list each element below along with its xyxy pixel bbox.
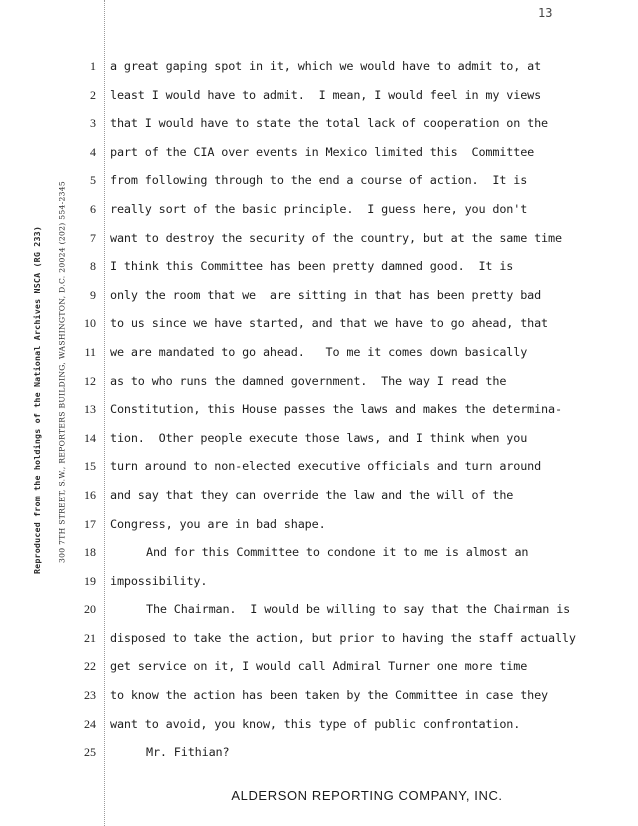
page-number: 13 bbox=[538, 6, 553, 20]
transcript-line: Mr. Fithian? bbox=[146, 745, 230, 760]
transcript-line: Congress, you are in bad shape. bbox=[110, 516, 326, 531]
line-number: 20 bbox=[84, 602, 96, 617]
transcript-line: only the room that we are sitting in that has been pretty bad bbox=[110, 287, 542, 302]
transcript-line: from following through to the end a course of action. It is bbox=[110, 173, 528, 188]
line-number: 11 bbox=[84, 344, 96, 359]
transcript-line: I think this Committee has been pretty damned good. It is bbox=[110, 259, 514, 274]
transcript-line: impossibility. bbox=[110, 573, 208, 588]
transcript-line: to know the action has been taken by the Committee in case they bbox=[110, 688, 548, 703]
line-number: 24 bbox=[84, 716, 96, 731]
transcript-body bbox=[110, 52, 630, 767]
transcript-line: as to who runs the damned government. The way I read the bbox=[110, 373, 507, 388]
left-margin-rule bbox=[104, 0, 105, 826]
transcript-line: to us since we have started, and that we have to go ahead, that bbox=[110, 316, 548, 331]
line-number: 17 bbox=[84, 516, 96, 531]
transcript-line: a great gaping spot in it, which we would have to admit to, at bbox=[110, 59, 542, 73]
transcript-line: Constitution, this House passes the laws and makes the determina- bbox=[110, 402, 562, 417]
line-number: 21 bbox=[84, 630, 96, 645]
transcript-line: tion. Other people execute those laws, and I think when you bbox=[110, 430, 528, 445]
line-number: 12 bbox=[84, 373, 96, 388]
line-number: 4 bbox=[90, 144, 96, 159]
transcript-line: disposed to take the action, but prior to having the staff actually bbox=[110, 630, 576, 645]
line-number: 23 bbox=[84, 688, 96, 703]
transcript-line: turn around to non-elected executive officials and turn around bbox=[110, 459, 542, 474]
line-number: 19 bbox=[84, 573, 96, 588]
line-number: 13 bbox=[84, 402, 96, 417]
line-number-column bbox=[70, 52, 96, 767]
line-number: 15 bbox=[84, 459, 96, 474]
transcript-line: want to destroy the security of the country, but at the same time bbox=[110, 230, 562, 245]
line-number: 18 bbox=[84, 545, 96, 560]
line-number: 14 bbox=[84, 430, 96, 445]
transcript-line: get service on it, I would call Admiral Turner one more time bbox=[110, 659, 528, 674]
transcript-line: And for this Committee to condone it to me is almost an bbox=[146, 545, 529, 560]
line-number: 3 bbox=[90, 116, 96, 131]
transcript-line: we are mandated to go ahead. To me it comes down basically bbox=[110, 344, 528, 359]
transcript-line: least I would have to admit. I mean, I would feel in my views bbox=[110, 87, 542, 102]
line-number: 6 bbox=[90, 201, 96, 216]
line-number: 25 bbox=[84, 745, 96, 760]
reporter-address: 300 7TH STREET, S.W., REPORTERS BUILDING, WASHINGTON, D.C. 20024 (202) 554-2345 bbox=[57, 180, 67, 564]
transcript-line: and say that they can override the law and the will of the bbox=[110, 487, 514, 502]
reporting-company-footer: ALDERSON REPORTING COMPANY, INC. bbox=[231, 788, 503, 803]
line-number: 16 bbox=[84, 487, 96, 502]
archive-reproduction-note: Reproduced from the holdings of the National Archives NSCA (RG 233) bbox=[32, 225, 42, 575]
line-number: 7 bbox=[90, 230, 96, 245]
transcript-line: The Chairman. I would be willing to say that the Chairman is bbox=[146, 602, 571, 617]
line-number: 8 bbox=[90, 259, 96, 274]
transcript-line: that I would have to state the total lack of cooperation on the bbox=[110, 116, 548, 131]
line-number: 10 bbox=[84, 316, 96, 331]
line-number: 5 bbox=[90, 173, 96, 188]
line-number: 22 bbox=[84, 659, 96, 674]
line-number: 1 bbox=[90, 59, 96, 73]
transcript-line: want to avoid, you know, this type of public confrontation. bbox=[110, 716, 521, 731]
line-number: 2 bbox=[90, 87, 96, 102]
line-number: 9 bbox=[90, 287, 96, 302]
transcript-line: part of the CIA over events in Mexico limited this Committee bbox=[110, 144, 535, 159]
transcript-line: really sort of the basic principle. I guess here, you don't bbox=[110, 201, 528, 216]
